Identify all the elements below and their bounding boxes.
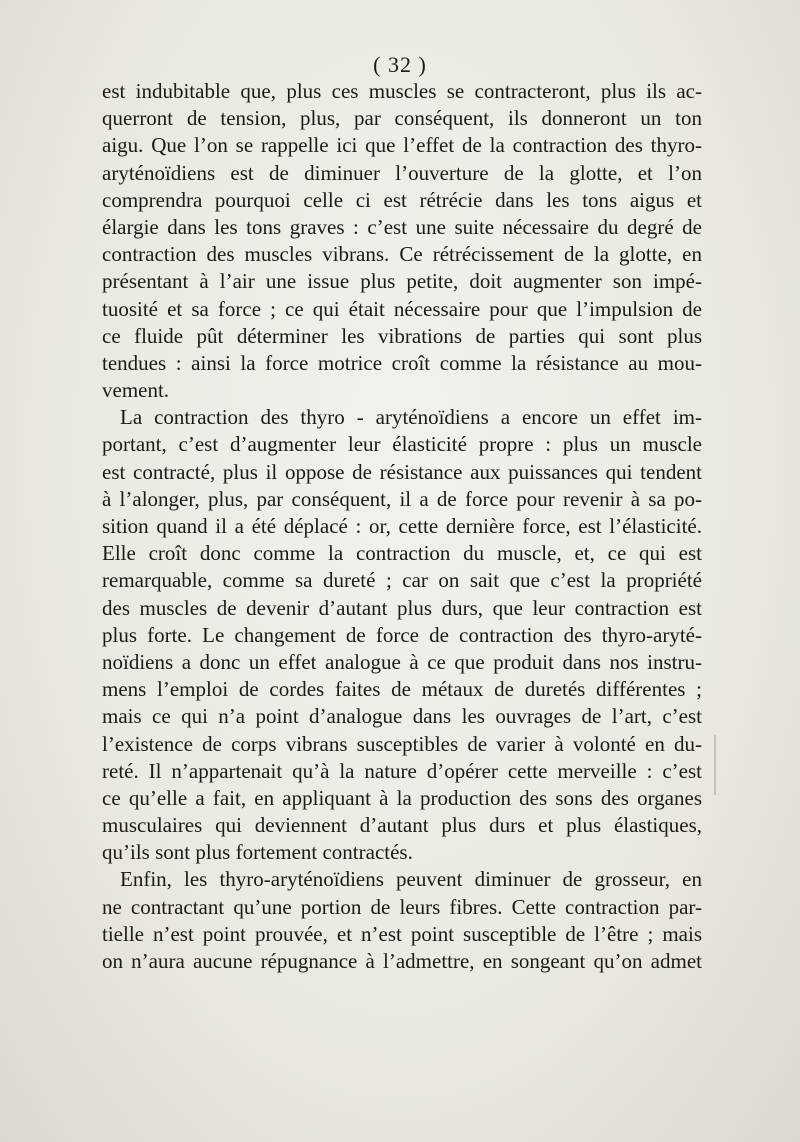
text-line: reté. Il n’appartenait qu’à la nature d’opérer cette merveille : c’est — [102, 758, 702, 783]
text-line: querront de tension, plus, par conséquent, ils donneront un ton — [102, 106, 702, 131]
text-line: tielle n’est point prouvée, et n’est point susceptible de l’être ; mais — [102, 921, 702, 946]
text-line: ce fluide pût déterminer les vibrations de parties qui sont plus — [102, 323, 702, 348]
text-line: aryténoïdiens est de diminuer l’ouverture de la glotte, et l’on — [102, 160, 702, 185]
text-line: qu’ils sont plus fortement contractés. — [102, 840, 413, 865]
text-line: tendues : ainsi la force motrice croît comme la résistance au mou- — [102, 350, 702, 375]
text-line: noïdiens a donc un effet analogue à ce que produit dans nos instru- — [102, 649, 702, 674]
text-line: portant, c’est d’augmenter leur élasticité propre : plus un muscle — [102, 432, 702, 457]
paragraph-start-line: La contraction des thyro - aryténoïdiens a encore un effet im- — [120, 405, 702, 430]
text-line: plus forte. Le changement de force de contraction des thyro-aryté- — [102, 622, 702, 647]
text-line: ne contractant qu’une portion de leurs fibres. Cette contraction par- — [102, 894, 702, 919]
text-line: ce qu’elle a fait, en appliquant à la production des sons des organes — [102, 785, 702, 810]
text-line: tuosité et sa force ; ce qui était nécessaire pour que l’impulsion de — [102, 296, 702, 321]
text-line: Elle croît donc comme la contraction du muscle, et, ce qui est — [102, 541, 702, 566]
page-number: ( 32 ) — [373, 52, 427, 77]
text-line: est contracté, plus il oppose de résistance aux puissances qui tendent — [102, 459, 702, 484]
text-line: des muscles de devenir d’autant plus durs, que leur contraction est — [102, 595, 702, 620]
margin-mark — [714, 735, 716, 795]
text-line: on n’aura aucune répugnance à l’admettre, en songeant qu’on admet — [102, 949, 702, 973]
text-line: remarquable, comme sa dureté ; car on sait que c’est la propriété — [102, 568, 702, 593]
body-text — [102, 78, 702, 975]
text-line: mais ce qui n’a point d’analogue dans les ouvrages de l’art, c’est — [102, 704, 702, 729]
text-line: vement. — [102, 378, 170, 403]
text-line: est indubitable que, plus ces muscles se contracteront, plus ils ac- — [102, 79, 702, 103]
text-line: à l’alonger, plus, par conséquent, il a de force pour revenir à sa po- — [102, 486, 702, 511]
text-line: mens l’emploi de cordes faites de métaux de duretés différentes ; — [102, 677, 702, 702]
text-line: l’existence de corps vibrans susceptibles de varier à volonté en du- — [102, 731, 702, 756]
text-line: aigu. Que l’on se rappelle ici que l’effet de la contraction des thyro- — [102, 133, 702, 158]
text-line: musculaires qui deviennent d’autant plus durs et plus élastiques, — [102, 813, 702, 838]
text-line: contraction des muscles vibrans. Ce rétrécissement de la glotte, en — [102, 242, 702, 267]
text-line: élargie dans les tons graves : c’est une suite nécessaire du degré de — [102, 214, 702, 239]
paragraph-start-line: Enfin, les thyro-aryténoïdiens peuvent diminuer de grosseur, en — [120, 867, 702, 892]
text-line: sition quand il a été déplacé : or, cette dernière force, est l’élasticité. — [102, 514, 702, 538]
text-line: comprendra pourquoi celle ci est rétrécie dans les tons aigus et — [102, 187, 702, 212]
text-line: présentant à l’air une issue plus petite, doit augmenter son impé- — [102, 269, 702, 294]
